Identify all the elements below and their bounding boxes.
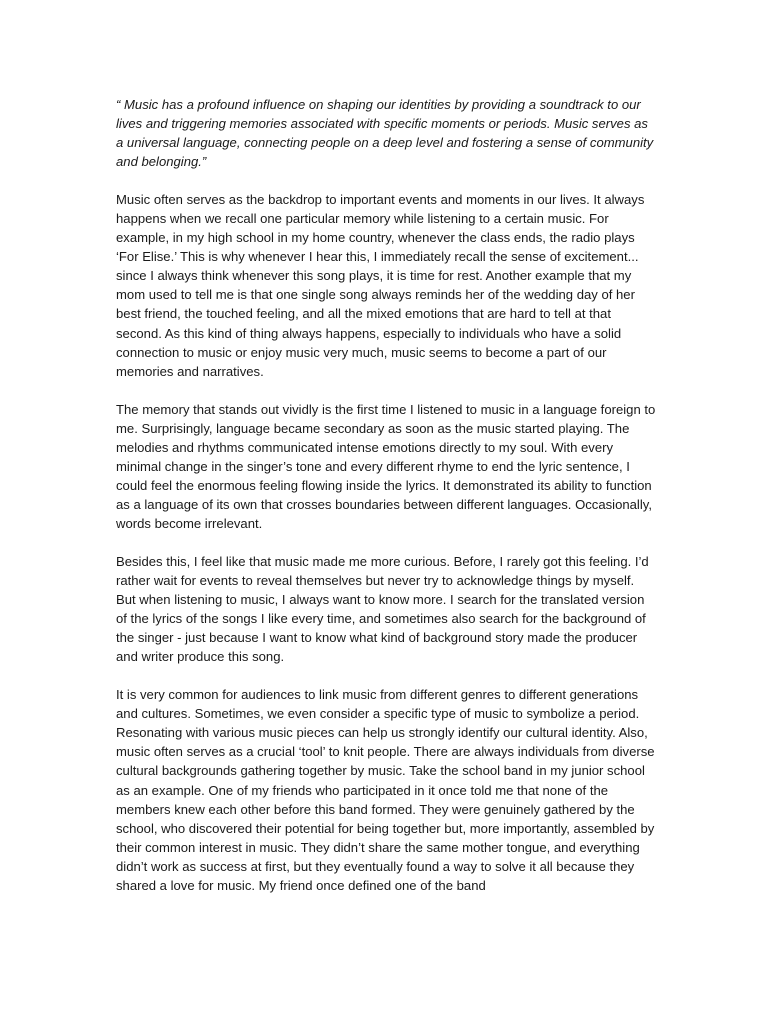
paragraph-foreign-language: The memory that stands out vividly is the first time I listened to music in a language foreign to me. Surprisingly, language became secondary as soon as the music started playing. The melodies and rhythms communicated intense emotions directly to my soul. With every minimal change in the singer’s tone and every different rhyme to end the lyric sentence, I could feel the enormous feeling flowing inside the lyrics. It demonstrated its ability to function as a language of its own that crosses boundaries between different languages. Occasionally, words become irrelevant. xyxy=(116,401,656,531)
paragraph-cultural-identity: It is very common for audiences to link music from different genres to different generations and cultures. Sometimes, we even consider a specific type of music to symbolize a period. Resonating with various music pieces can help us strongly identify our cultural identity. Also, music often serves as a crucial ‘tool’ to knit people. There are always individuals from diverse cultural backgrounds gathering together by music. Take the school band in my junior school as an example. One of my friends who participated in it once told me that none of the members knew each other before this band formed. They were genuinely gathered by the school, who discovered their potential for being together but, more importantly, assembled by their common interest in music. They didn’t share the same mother tongue, and everything didn’t work as success at first, but they eventually found a way to solve it all because they shared a love for music. My friend once defined one of the band xyxy=(116,687,655,893)
paragraph-curiosity: Besides this, I feel like that music made me more curious. Before, I rarely got this feeling. I’d rather wait for events to reveal themselves but never try to acknowledge things by myself. But when listening to music, I always want to know more. I search for the translated version of the lyrics of the songs I like every time, and sometimes also search for the background of the singer - just because I want to know what kind of background story made the producer and writer produce this song. xyxy=(116,553,649,665)
opening-quote: “ Music has a profound influence on shaping our identities by providing a soundtrack to our lives and triggering memories associated with specific moments or periods. Music serves as a universal language, connecting people on a deep level and fostering a sense of community and belonging.” xyxy=(116,97,654,170)
document-page xyxy=(116,95,656,914)
paragraph-backdrop: Music often serves as the backdrop to important events and moments in our lives. It always happens when we recall one particular memory while listening to a certain music. For example, in my high school in my home country, whenever the class ends, the radio plays ‘For Elise.’ This is why whenever I hear this, I immediately recall the sense of excitement... since I always think whenever this song plays, it is time for rest. Another example that my mom used to tell me is that one single song always reminds her of the wedding day of her best friend, the touched feeling, and all the mixed emotions that are hard to tell at that second. As this kind of thing always happens, especially to individuals who have a solid connection to music or enjoy music very much, music seems to become a part of our memories and narratives. xyxy=(116,192,645,379)
